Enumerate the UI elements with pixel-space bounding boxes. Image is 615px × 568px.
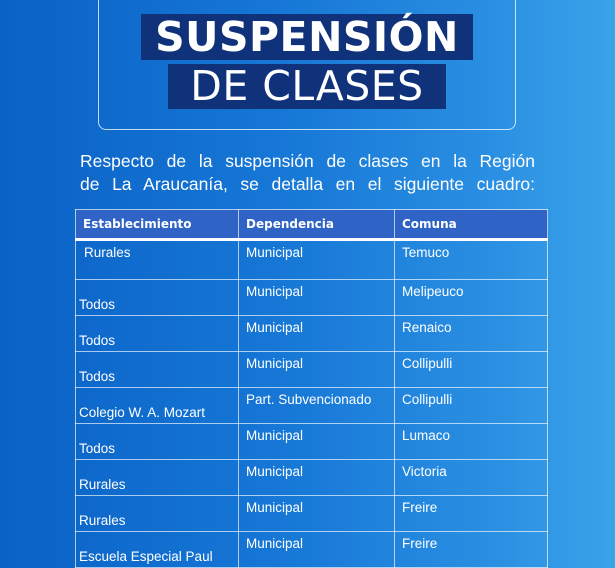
cell-dependencia: Municipal [239, 316, 395, 352]
table-row [76, 388, 548, 424]
intro-text [80, 150, 535, 196]
cell-comuna: Collipulli [395, 388, 548, 424]
cell-comuna: Melipeuco [395, 280, 548, 316]
table-row [76, 532, 548, 568]
cell-comuna: Freire [395, 532, 548, 568]
header-comuna: Comuna [395, 210, 548, 240]
cell-establecimiento: Todos [76, 424, 239, 460]
title-line-2: DE CLASES [168, 64, 446, 109]
table-row [76, 280, 548, 316]
cell-comuna: Victoria [395, 460, 548, 496]
schools-table [75, 209, 548, 568]
table-header-row [76, 210, 548, 240]
cell-dependencia: Municipal [239, 496, 395, 532]
cell-dependencia: Municipal [239, 240, 395, 280]
cell-dependencia: Part. Subvencionado [239, 388, 395, 424]
cell-establecimiento: Rurales [76, 496, 239, 532]
cell-dependencia: Municipal [239, 460, 395, 496]
table-row [76, 424, 548, 460]
cell-establecimiento: Colegio W. A. Mozart [76, 388, 239, 424]
cell-dependencia: Municipal [239, 424, 395, 460]
header-establecimiento: Establecimiento [76, 210, 239, 240]
table-row [76, 352, 548, 388]
cell-establecimiento: Rurales [76, 240, 239, 280]
title-line-1: SUSPENSIÓN [141, 14, 473, 60]
cell-comuna: Lumaco [395, 424, 548, 460]
cell-comuna: Temuco [395, 240, 548, 280]
intro-line-2: de La Araucanía, se detalla en el siguiente cuadro: [80, 174, 535, 194]
intro-line-1: Respecto de la suspensión de clases en la Región [80, 151, 535, 171]
cell-establecimiento: Todos [76, 352, 239, 388]
cell-comuna: Renaico [395, 316, 548, 352]
cell-dependencia: Municipal [239, 352, 395, 388]
header-dependencia: Dependencia [239, 210, 395, 240]
table-row [76, 240, 548, 280]
table-row [76, 460, 548, 496]
table-row [76, 316, 548, 352]
table-row [76, 496, 548, 532]
cell-establecimiento: Todos [76, 280, 239, 316]
cell-dependencia: Municipal [239, 532, 395, 568]
cell-establecimiento: Escuela Especial Paul [76, 532, 239, 568]
cell-establecimiento: Todos [76, 316, 239, 352]
cell-comuna: Freire [395, 496, 548, 532]
cell-establecimiento: Rurales [76, 460, 239, 496]
cell-comuna: Collipulli [395, 352, 548, 388]
cell-dependencia: Municipal [239, 280, 395, 316]
